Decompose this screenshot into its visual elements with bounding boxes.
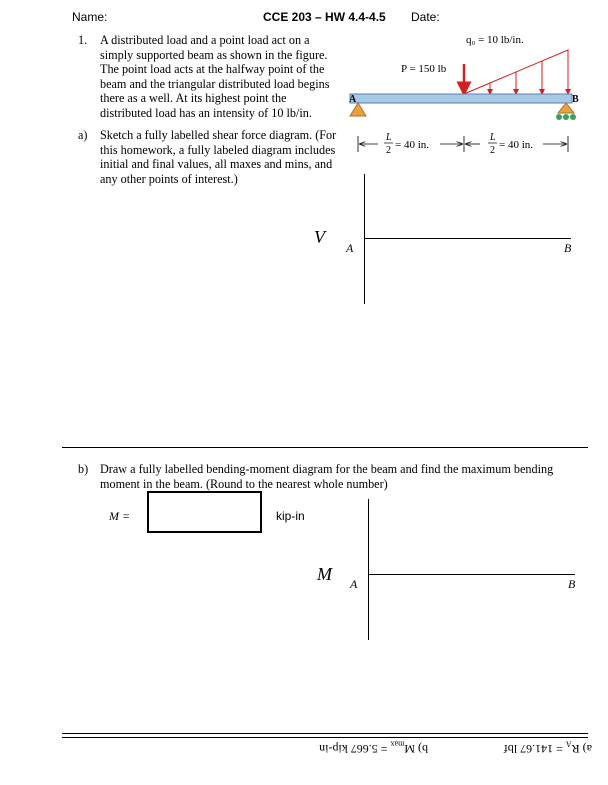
answer-b-text: b) M xyxy=(404,742,428,756)
roller-wheel xyxy=(563,114,569,120)
shear-axis-label: V xyxy=(314,227,325,247)
part-a-instructions xyxy=(100,128,336,186)
beam xyxy=(350,94,572,103)
section-divider xyxy=(62,447,588,448)
shear-vertical-axis xyxy=(364,174,365,304)
problem-line: The point load acts at the halfway point of the xyxy=(100,62,325,77)
moment-baseline xyxy=(368,574,575,575)
problem-line: distributed load has an intensity of 10 lb/in. xyxy=(100,105,312,120)
assignment-title: CCE 203 – HW 4.4-4.5 xyxy=(263,10,386,24)
answer-b-value: = 5.667 kip-in xyxy=(319,742,391,756)
part-a-line: this homework, a fully labeled diagram includes xyxy=(100,142,336,157)
dim-right-value: = 40 in. xyxy=(499,139,534,151)
problem-line: there as a well. At its highest point the xyxy=(100,91,287,106)
part-a-line: initial and final values, all maxes and mins, and xyxy=(100,157,333,172)
moment-unit: kip-in xyxy=(276,509,305,523)
max-moment-label: M = xyxy=(109,509,131,523)
part-a-line: Sketch a fully labelled shear force diagram. (For xyxy=(100,128,337,142)
answer-key-a-flipped xyxy=(504,740,592,756)
answer-a-value: = 141.67 lbf xyxy=(503,742,566,756)
dim-left-numerator: L xyxy=(386,132,392,143)
roller-wheel xyxy=(556,114,562,120)
dim-right-denominator: 2 xyxy=(490,145,495,156)
beam-figure xyxy=(340,28,600,163)
shear-end-a: A xyxy=(346,241,354,255)
moment-end-a: A xyxy=(350,577,358,591)
part-a-label: a) xyxy=(78,128,88,142)
answer-divider xyxy=(62,733,588,734)
roller-wheel xyxy=(570,114,576,120)
answer-a-text: a) R xyxy=(571,742,592,756)
answer-a-sub: A xyxy=(565,739,572,749)
name-label: Name: xyxy=(72,10,108,24)
shear-end-b: B xyxy=(564,241,572,255)
dim-left-value: = 40 in. xyxy=(395,139,430,151)
moment-end-b: B xyxy=(568,577,576,591)
answer-divider xyxy=(62,737,588,738)
dim-left-denominator: 2 xyxy=(386,145,391,156)
problem-line: beam and the triangular distributed load begins xyxy=(100,76,330,91)
part-a-line: any other points of interest.) xyxy=(100,171,238,186)
shear-baseline xyxy=(364,238,571,239)
problem-number: 1. xyxy=(78,33,88,47)
q0-label: q₀ = 10 lb/in. xyxy=(466,34,524,46)
answer-key-b xyxy=(319,740,428,756)
part-b-line: Draw a fully labelled bending-moment diagram for the beam and find the maximum bending xyxy=(100,462,554,476)
problem-statement xyxy=(100,33,329,121)
part-b-label: b) xyxy=(78,462,89,476)
answer-b-sub: max xyxy=(390,739,405,749)
moment-vertical-axis xyxy=(368,499,369,640)
point-load-label: P = 150 lb xyxy=(401,63,447,75)
date-label: Date: xyxy=(411,10,440,24)
dim-right-numerator: L xyxy=(490,132,496,143)
support-a-label: A xyxy=(349,94,357,105)
part-b-instructions xyxy=(100,462,553,491)
moment-axis-label: M xyxy=(317,564,332,584)
problem-line: A distributed load and a point load act on a xyxy=(100,33,310,47)
part-b-line: moment in the beam. (Round to the nearest whole number) xyxy=(100,476,388,491)
max-moment-answer-box[interactable] xyxy=(147,491,262,533)
problem-line: simply supported beam as shown in the figure. xyxy=(100,47,328,62)
support-b-label: B xyxy=(572,94,579,105)
